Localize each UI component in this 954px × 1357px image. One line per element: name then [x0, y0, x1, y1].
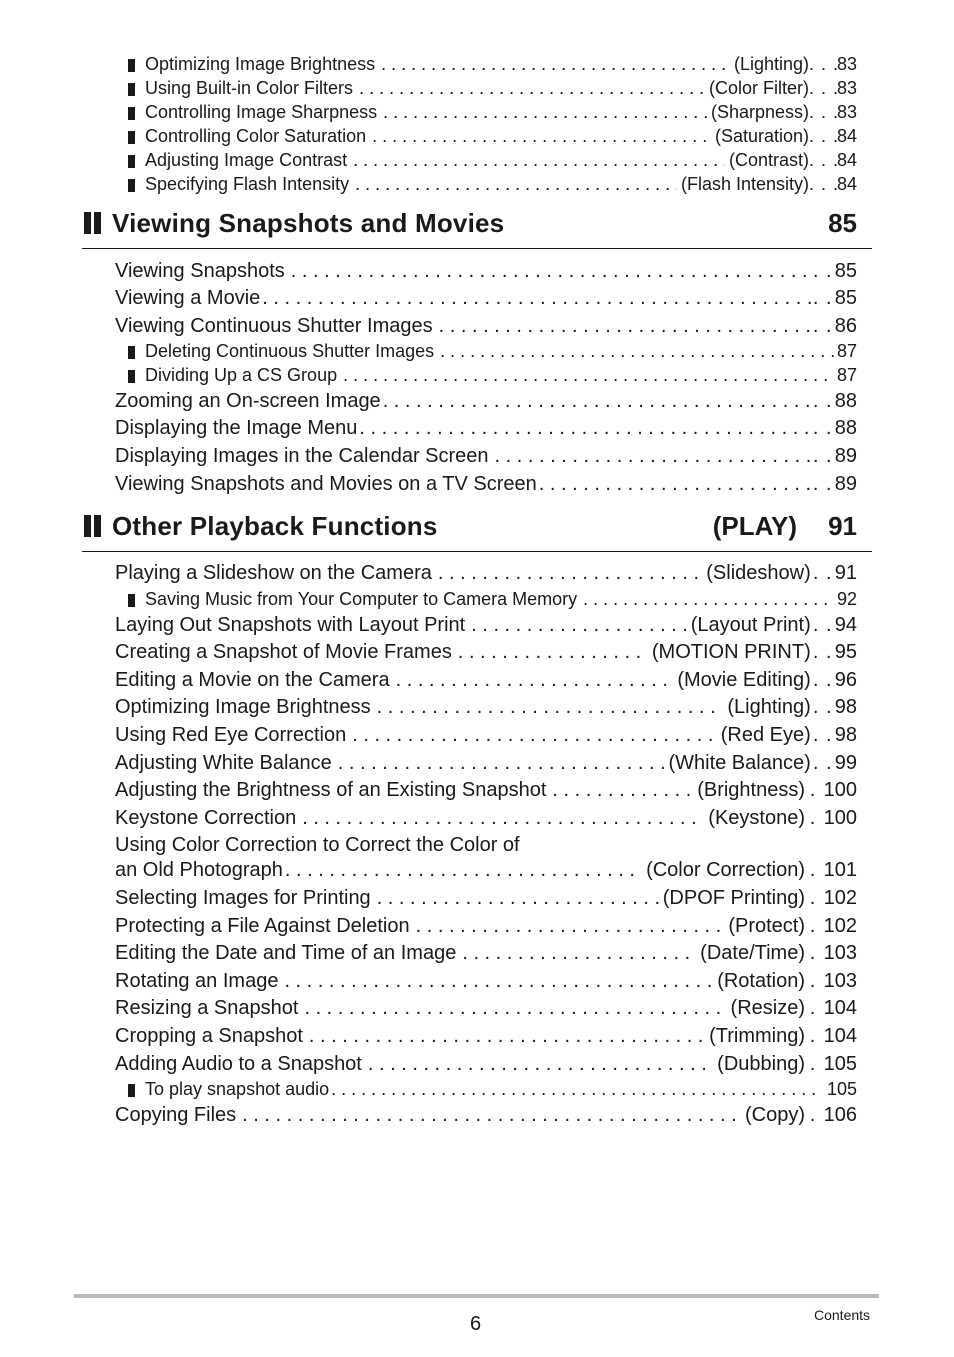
- entry-page: 84: [836, 174, 857, 194]
- entry-title: Viewing Continuous Shutter Images: [115, 315, 433, 337]
- bullet-icon: [128, 131, 135, 144]
- dot-leader: .: [809, 997, 817, 1019]
- toc-sub-entry[interactable]: [145, 174, 857, 197]
- dot-leader: [377, 696, 724, 719]
- dot-leader: [383, 102, 707, 123]
- entry-page: 85: [834, 287, 857, 309]
- dot-leader: . .: [812, 445, 833, 467]
- dot-leader: [583, 589, 835, 610]
- section-mark-icon: [84, 212, 104, 234]
- toc-sub-entry[interactable]: [145, 341, 857, 364]
- toc-entry[interactable]: [115, 1053, 857, 1079]
- section-mark-icon: [84, 515, 104, 537]
- dot-leader: [302, 807, 704, 830]
- entry-tag: (Color Filter): [708, 78, 809, 98]
- entry-title: Using Built-in Color Filters: [145, 78, 354, 98]
- entry-title: Optimizing Image Brightness: [145, 54, 376, 74]
- entry-page: 100: [823, 807, 857, 829]
- entry-page: 105: [826, 1079, 857, 1099]
- entry-tag: (Color Correction): [646, 859, 805, 881]
- toc-entry[interactable]: [115, 997, 857, 1023]
- entry-tag: (MOTION PRINT): [651, 641, 811, 663]
- entry-tag: (Resize): [730, 997, 805, 1019]
- footer-section-label: Contents: [814, 1307, 871, 1323]
- entry-page: 83: [836, 78, 857, 98]
- entry-page: 106: [823, 1104, 857, 1126]
- dot-leader: .: [809, 1053, 817, 1075]
- dot-leader: [539, 473, 811, 496]
- entry-title: an Old Photograph: [115, 859, 283, 881]
- entry-tag: (Slideshow): [706, 562, 811, 584]
- dot-leader: [552, 779, 693, 802]
- section-heading-playback[interactable]: [82, 511, 872, 552]
- dot-leader: [372, 126, 711, 147]
- toc-entry[interactable]: [115, 445, 857, 471]
- entry-page: 86: [834, 315, 857, 337]
- entry-tag: (Date/Time): [700, 942, 805, 964]
- dot-leader: [359, 417, 810, 440]
- entry-title: To play snapshot audio: [145, 1079, 330, 1099]
- toc-entry[interactable]: [115, 696, 857, 722]
- bullet-icon: [128, 83, 135, 96]
- dot-leader: [291, 260, 811, 283]
- dot-leader: . .: [812, 417, 833, 439]
- entry-page: 98: [834, 696, 857, 718]
- bullet-icon: [128, 594, 135, 607]
- dot-leader: [284, 970, 713, 993]
- entry-tag: (White Balance): [668, 752, 811, 774]
- toc-sub-entry[interactable]: [145, 589, 857, 612]
- toc-entry[interactable]: [115, 417, 857, 443]
- dot-leader: . .: [812, 752, 833, 774]
- toc-entry[interactable]: [115, 390, 857, 416]
- dot-leader: [285, 859, 642, 882]
- entry-page: 102: [823, 887, 857, 909]
- entry-page: 87: [836, 341, 857, 361]
- section-page: 85: [828, 208, 857, 238]
- bullet-icon: [128, 107, 135, 120]
- entry-page: 84: [836, 150, 857, 170]
- entry-title: Deleting Continuous Shutter Images: [145, 341, 435, 361]
- entry-title: Adding Audio to a Snapshot: [115, 1053, 362, 1075]
- toc-entry[interactable]: [115, 473, 857, 499]
- entry-tag: (Lighting): [727, 696, 811, 718]
- entry-tag: (Contrast): [728, 150, 809, 170]
- entry-title: Adjusting White Balance: [115, 752, 332, 774]
- toc-entry[interactable]: [115, 724, 857, 750]
- section-title: Other Playback Functions: [112, 511, 438, 541]
- entry-title-line1[interactable]: Using Color Correction to Correct the Color of: [115, 834, 520, 856]
- bullet-icon: [128, 370, 135, 383]
- dot-leader: . . .: [809, 78, 840, 98]
- entry-page: 84: [836, 126, 857, 146]
- dot-leader: [368, 1053, 713, 1076]
- entry-page: 88: [834, 390, 857, 412]
- entry-title: Laying Out Snapshots with Layout Print: [115, 614, 466, 636]
- toc-entry[interactable]: [115, 807, 857, 833]
- toc-entry[interactable]: [115, 970, 857, 996]
- entry-page: 105: [823, 1053, 857, 1075]
- entry-page: 83: [836, 102, 857, 122]
- dot-leader: . .: [812, 260, 833, 282]
- footer-rule: [74, 1294, 879, 1298]
- entry-tag: (Flash Intensity): [680, 174, 809, 194]
- entry-title: Playing a Slideshow on the Camera: [115, 562, 432, 584]
- dot-leader: . . .: [809, 174, 840, 194]
- dot-leader: . .: [812, 641, 833, 663]
- entry-page: 104: [823, 997, 857, 1019]
- dot-leader: [416, 915, 725, 938]
- entry-tag: (Saturation): [714, 126, 809, 146]
- entry-title: Selecting Images for Printing: [115, 887, 371, 909]
- section-title: Viewing Snapshots and Movies: [112, 208, 505, 238]
- dot-leader: [439, 315, 811, 338]
- toc-entry[interactable]: [115, 859, 857, 885]
- toc-sub-entry[interactable]: [145, 126, 857, 149]
- toc-entry[interactable]: [115, 887, 857, 913]
- dot-leader: .: [809, 859, 817, 881]
- entry-title: Dividing Up a CS Group: [145, 365, 338, 385]
- dot-leader: .: [809, 1025, 817, 1047]
- entry-page: 98: [834, 724, 857, 746]
- dot-leader: [458, 641, 648, 664]
- entry-page: 89: [834, 473, 857, 495]
- toc-entry[interactable]: [115, 287, 857, 313]
- toc-entry[interactable]: [115, 641, 857, 667]
- dot-leader: [383, 390, 811, 413]
- toc-sub-entry[interactable]: [145, 102, 857, 125]
- entry-tag: (Rotation): [717, 970, 805, 992]
- dot-leader: [304, 997, 726, 1020]
- entry-title: Zooming an On-screen Image: [115, 390, 381, 412]
- entry-title: Displaying the Image Menu: [115, 417, 358, 439]
- dot-leader: [353, 150, 725, 171]
- bullet-icon: [128, 346, 135, 359]
- dot-leader: . .: [812, 315, 833, 337]
- dot-leader: [396, 669, 674, 692]
- entry-page: 88: [834, 417, 857, 439]
- dot-leader: .: [809, 807, 817, 829]
- toc-entry[interactable]: [115, 614, 857, 640]
- entry-tag: (Sharpness): [710, 102, 809, 122]
- section-page: 91: [828, 511, 857, 541]
- toc-entry[interactable]: [115, 1104, 857, 1130]
- entry-page: 87: [836, 365, 857, 385]
- dot-leader: . . .: [809, 126, 840, 146]
- dot-leader: [377, 887, 659, 910]
- page-number: 6: [470, 1313, 482, 1335]
- entry-page: 92: [836, 589, 857, 609]
- entry-title: Optimizing Image Brightness: [115, 696, 371, 718]
- entry-page: 99: [834, 752, 857, 774]
- dot-leader: [309, 1025, 705, 1048]
- entry-title: Specifying Flash Intensity: [145, 174, 350, 194]
- entry-page: 91: [834, 562, 857, 584]
- entry-title: Creating a Snapshot of Movie Frames: [115, 641, 452, 663]
- dot-leader: .: [809, 942, 817, 964]
- entry-tag: (Keystone): [708, 807, 805, 829]
- bullet-icon: [128, 179, 135, 192]
- entry-tag: (Red Eye): [720, 724, 811, 746]
- entry-page: 96: [834, 669, 857, 691]
- entry-page: 85: [834, 260, 857, 282]
- entry-page: 100: [823, 779, 857, 801]
- entry-tag: (DPOF Printing): [662, 887, 805, 909]
- entry-tag: (Copy): [744, 1104, 805, 1126]
- entry-title: Adjusting Image Contrast: [145, 150, 348, 170]
- entry-title: Displaying Images in the Calendar Screen: [115, 445, 489, 467]
- dot-leader: [331, 1079, 821, 1100]
- dot-leader: .: [809, 915, 817, 937]
- entry-page: 89: [834, 445, 857, 467]
- dot-leader: [495, 445, 811, 468]
- entry-tag: (Trimming): [709, 1025, 805, 1047]
- entry-title: Adjusting the Brightness of an Existing Snapshot: [115, 779, 547, 801]
- dot-leader: . .: [812, 287, 833, 309]
- entry-title: Saving Music from Your Computer to Camera Memory: [145, 589, 578, 609]
- entry-title: Viewing Snapshots: [115, 260, 285, 282]
- dot-leader: . .: [812, 473, 833, 495]
- toc-entry[interactable]: [115, 1025, 857, 1051]
- dot-leader: . .: [812, 390, 833, 412]
- toc-entry[interactable]: [115, 669, 857, 695]
- entry-title: Cropping a Snapshot: [115, 1025, 303, 1047]
- dot-leader: [355, 174, 677, 195]
- entry-title: Viewing a Movie: [115, 287, 261, 309]
- toc-entry[interactable]: [115, 752, 857, 778]
- dot-leader: .: [809, 1104, 817, 1126]
- entry-title: Resizing a Snapshot: [115, 997, 299, 1019]
- toc-entry[interactable]: [115, 915, 857, 941]
- entry-tag: (Brightness): [697, 779, 805, 801]
- toc-entry[interactable]: [115, 779, 857, 805]
- bullet-icon: [128, 59, 135, 72]
- entry-page: 101: [823, 859, 857, 881]
- entry-page: 104: [823, 1025, 857, 1047]
- bullet-icon: [128, 155, 135, 168]
- entry-title: Copying Files: [115, 1104, 237, 1126]
- dot-leader: [462, 942, 696, 965]
- dot-leader: . .: [812, 696, 833, 718]
- toc-sub-entry[interactable]: [145, 150, 857, 173]
- entry-page: 83: [836, 54, 857, 74]
- dot-leader: [440, 341, 835, 362]
- dot-leader: . .: [812, 614, 833, 636]
- dot-leader: [242, 1104, 741, 1127]
- entry-tag: (Protect): [728, 915, 805, 937]
- entry-title: Editing a Movie on the Camera: [115, 669, 390, 691]
- entry-tag: (Lighting): [733, 54, 809, 74]
- toc-entry[interactable]: [115, 562, 857, 588]
- dot-leader: [471, 614, 686, 637]
- entry-tag: (Movie Editing): [677, 669, 811, 691]
- entry-title: Controlling Image Sharpness: [145, 102, 378, 122]
- dot-leader: .: [809, 970, 817, 992]
- dot-leader: [343, 365, 835, 386]
- dot-leader: . . .: [809, 54, 840, 74]
- entry-page: 103: [823, 942, 857, 964]
- dot-leader: [359, 78, 705, 99]
- dot-leader: . .: [812, 562, 833, 584]
- toc-entry[interactable]: [115, 315, 857, 341]
- entry-title: Using Red Eye Correction: [115, 724, 347, 746]
- dot-leader: . . .: [809, 102, 840, 122]
- dot-leader: . .: [812, 724, 833, 746]
- entry-page: 94: [834, 614, 857, 636]
- dot-leader: .: [809, 887, 817, 909]
- dot-leader: . . .: [809, 150, 840, 170]
- section-heading-viewing[interactable]: [82, 208, 872, 249]
- toc-sub-entry[interactable]: [145, 365, 857, 388]
- entry-page: 103: [823, 970, 857, 992]
- toc-entry[interactable]: [115, 942, 857, 968]
- toc-sub-entry[interactable]: [145, 1079, 857, 1102]
- section-tag: (PLAY): [712, 511, 797, 541]
- entry-tag: (Dubbing): [717, 1053, 805, 1075]
- dot-leader: .: [809, 779, 817, 801]
- dot-leader: [262, 287, 810, 310]
- entry-title: Keystone Correction: [115, 807, 297, 829]
- toc-sub-entry[interactable]: [145, 54, 857, 77]
- toc-entry[interactable]: [115, 260, 857, 286]
- entry-page: 102: [823, 915, 857, 937]
- dot-leader: [352, 724, 717, 747]
- dot-leader: [438, 562, 702, 585]
- entry-title: Viewing Snapshots and Movies on a TV Screen: [115, 473, 537, 495]
- toc-sub-entry[interactable]: [145, 78, 857, 101]
- bullet-icon: [128, 1084, 135, 1097]
- entry-title: Editing the Date and Time of an Image: [115, 942, 457, 964]
- entry-title: Rotating an Image: [115, 970, 279, 992]
- entry-tag: (Layout Print): [690, 614, 811, 636]
- dot-leader: . .: [812, 669, 833, 691]
- entry-title: Controlling Color Saturation: [145, 126, 367, 146]
- dot-leader: [338, 752, 665, 775]
- dot-leader: [381, 54, 730, 75]
- entry-page: 95: [834, 641, 857, 663]
- entry-title: Protecting a File Against Deletion: [115, 915, 410, 937]
